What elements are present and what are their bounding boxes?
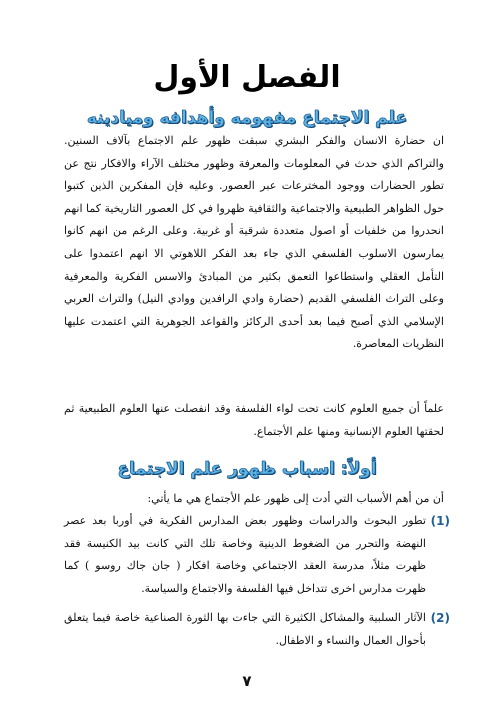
section-title-causes: أولاً: اسباب ظهور علم الاجتماع	[117, 459, 377, 479]
list-item-number: (1)	[430, 514, 450, 528]
list-item	[64, 510, 450, 606]
list-item-text: الآثار السلبية والمشاكل الكثيرة التي جاءت بها الثورة الصناعية خاصة فيما يتعلق بأحوال العمال والنساء و الاطفال.	[64, 611, 426, 647]
list-item	[64, 607, 450, 655]
section-title: علم الاجتماع مفهومه وأهدافه وميادينه	[86, 108, 408, 128]
list-item-number: (2)	[430, 611, 450, 625]
paragraph-causes-intro: أن من أهم الأسباب التي أدت إلى ظهور علم الأجتماع هي ما يأتي:	[147, 492, 444, 505]
paragraph-sciences: علماً أن جميع العلوم كانت تحت لواء الفلسفة وقد انفصلت عنها العلوم الطبيعية ثم لحقتها العلوم الإنسانية ومنها علم الأجتماع.	[64, 402, 444, 438]
page-number: ٧	[242, 672, 252, 690]
chapter-title: الفصل الأول	[153, 60, 341, 95]
paragraph-intro: ان حضارة الانسان والفكر البشري سبقت ظهور علم الاجتماع بآلاف السنين. والتراكم الذي حدث في المعلومات والمعرفة وظهور مختلف الآراء والافكار نتج عن تطور الحضارات ووجود المخترعات عبر العصور. وعليه فإن المفكرين الذين كتبوا حول الظواهر الطبيعية والاجتماعية والثقافية ظهروا في كل العصور التاريخية كما انهم انحدروا من خلفيات أو اصول متعددة شرقية أو غربية. وعلى الرغم من انهم كانوا يمارسون الاسلوب الفلسفي الذي جاء بعد الفكر اللاهوتي الا انهم اعتمدوا على التأمل العقلي واستطاعوا التعمق بكثير من المبادئ والاسس الفكرية والمعرفية وعلى التراث الفلسفي القديم (حضارة وادي الرافدين ووادي النيل) والتراث العربي الإسلامي الذي أصبح فيما بعد أحدى الركائز والقواعد الجوهرية التي اعتمدت عليها النظريات المعاصرة.	[64, 134, 444, 351]
list-item-text: تطور البحوث والدراسات وظهور بعض المدارس الفكرية في أوربا بعد عصر النهضة والتحرر من الضغوط الدينية وخاصة تلك التي كانت بيد الكنيسة فقد ظهرت مثلاً، مدرسة العقد الاجتماعي وخاصة افكار ( جان جاك روسو ) كما ظهرت مدارس اخرى تتداخل فيها الفلسفة والاجتماع والسياسة.	[64, 514, 426, 595]
